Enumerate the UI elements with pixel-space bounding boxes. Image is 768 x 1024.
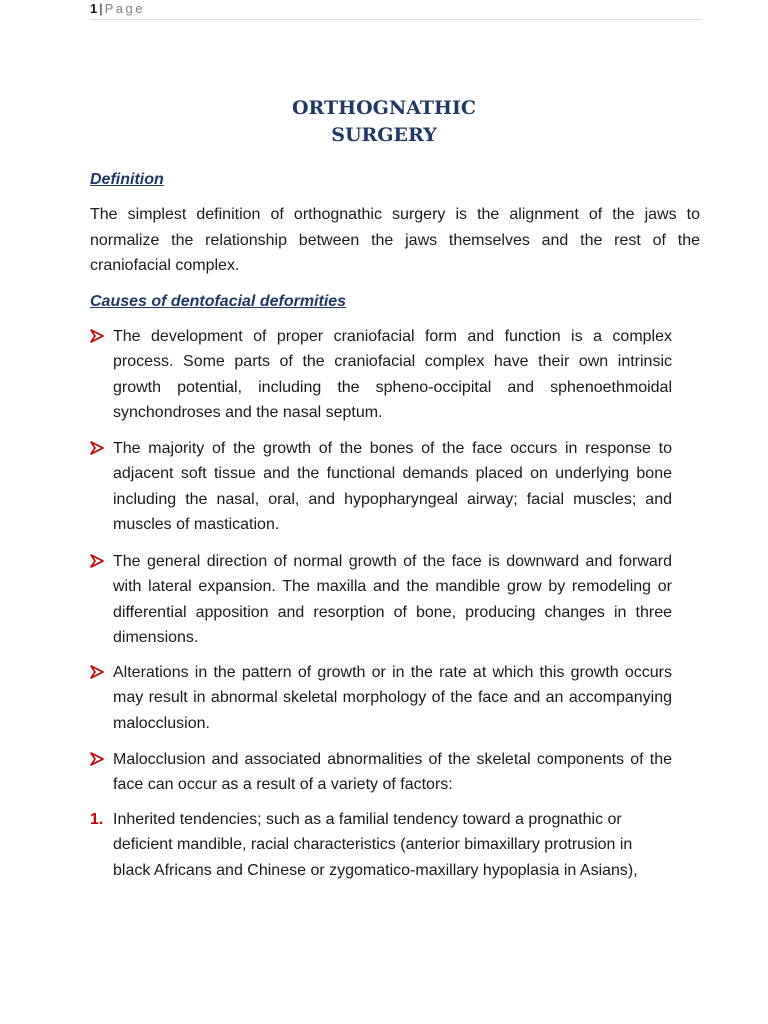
bullet-text: Alterations in the pattern of growth or in the rate at which this growth occurs may result in abnormal skeletal morphology of the face and an accompanying malocclusion. — [113, 664, 672, 732]
page-header — [90, 0, 700, 20]
title-line-1: ORTHOGNATHIC — [291, 97, 477, 119]
bullet-text: Malocclusion and associated abnormalities of the skeletal components of the face can occur as a result of a variety of factors: — [113, 751, 672, 794]
definition-text: The simplest definition of orthognathic surgery is the alignment of the jaws to normalize the relationship between the jaws themselves and the rest of the craniofacial complex. — [90, 206, 700, 274]
numbered-item — [90, 807, 672, 883]
title-line-2: SURGERY — [331, 124, 437, 146]
page-separator: | — [99, 1, 103, 16]
bullet-item — [90, 324, 672, 425]
bullet-item — [90, 660, 672, 736]
arrowhead-bullet-icon — [90, 752, 104, 766]
document-title — [90, 95, 678, 149]
arrowhead-bullet-icon — [90, 441, 104, 455]
bullet-item — [90, 747, 672, 798]
page-number: 1 — [90, 1, 98, 16]
page-label: Page — [104, 1, 145, 16]
bullet-text: The development of proper craniofacial form and function is a complex process. Some parts of the craniofacial complex have their own intrinsic growth potential, including the spheno-occipital and sphenoethmoidal synchondroses and the nasal septum. — [113, 328, 672, 421]
definition-heading: Definition — [90, 171, 164, 188]
bullet-text: The majority of the growth of the bones of the face occurs in response to adjacent soft tissue and the functional demands placed on underlying bone including the nasal, oral, and hypopharyngeal airway; facial muscles; and muscles of mastication. — [113, 440, 672, 533]
numbered-text: Inherited tendencies; such as a familial tendency toward a prognathic or deficient mandible, racial characteristics (anterior bimaxillary protrusion in black Africans and Chinese or zygomatico-maxillary hypoplasia in Asians), — [113, 811, 638, 879]
list-number: 1. — [90, 811, 104, 828]
bullet-item — [90, 436, 672, 537]
causes-heading: Causes of dentofacial deformities — [90, 293, 347, 310]
arrowhead-bullet-icon — [90, 329, 104, 343]
arrowhead-bullet-icon — [90, 554, 104, 568]
bullet-item — [90, 549, 672, 650]
arrowhead-bullet-icon — [90, 665, 104, 679]
bullet-text: The general direction of normal growth of the face is downward and forward with lateral expansion. The maxilla and the mandible grow by remodeling or differential apposition and resorption of bone, producing changes in three dimensions. — [113, 553, 672, 646]
